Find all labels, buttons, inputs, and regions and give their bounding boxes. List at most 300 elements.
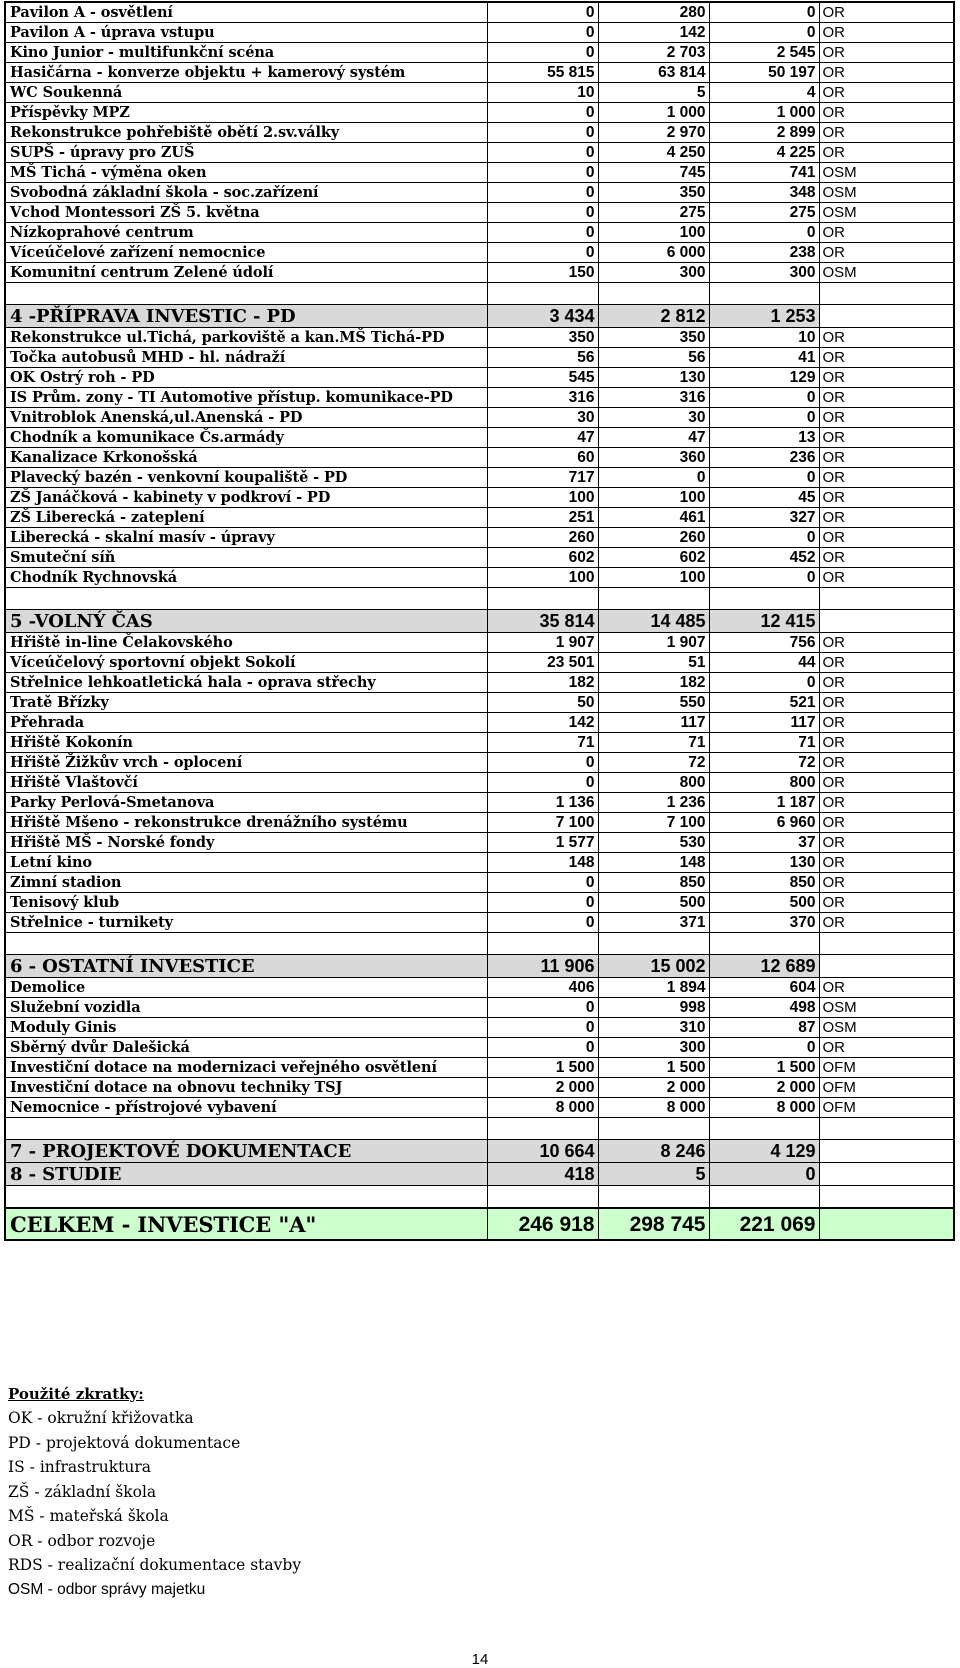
investment-table xyxy=(4,1,955,1241)
table-row xyxy=(5,733,954,753)
value-cell-3: 6 960 xyxy=(709,813,819,833)
value-cell-2: 360 xyxy=(598,448,709,468)
item-name-cell: Liberecká - skalní masív - úpravy xyxy=(5,528,487,548)
department-cell xyxy=(819,933,954,955)
value-cell-2 xyxy=(598,1118,709,1140)
value-cell-2: 100 xyxy=(598,488,709,508)
section-row xyxy=(5,1163,954,1186)
item-name-cell: Pavilon A - úprava vstupu xyxy=(5,23,487,43)
department-cell: OR xyxy=(819,653,954,673)
table-row xyxy=(5,183,954,203)
value-cell-1: 56 xyxy=(487,348,598,368)
item-name-cell: Služební vozidla xyxy=(5,998,487,1018)
item-name-cell: Parky Perlová-Smetanova xyxy=(5,793,487,813)
table-row xyxy=(5,103,954,123)
item-name-cell: Investiční dotace na obnovu techniky TSJ xyxy=(5,1078,487,1098)
item-name-cell: Pavilon A - osvětlení xyxy=(5,2,487,23)
value-cell-3: 238 xyxy=(709,243,819,263)
value-cell-2: 2 000 xyxy=(598,1078,709,1098)
value-cell-2: 316 xyxy=(598,388,709,408)
value-cell-1: 0 xyxy=(487,913,598,933)
value-cell-2: 371 xyxy=(598,913,709,933)
value-cell-2: 602 xyxy=(598,548,709,568)
value-cell-1: 251 xyxy=(487,508,598,528)
value-cell-3: 2 899 xyxy=(709,123,819,143)
department-cell xyxy=(819,610,954,633)
table-row xyxy=(5,328,954,348)
department-cell: OR xyxy=(819,408,954,428)
value-cell-2: 500 xyxy=(598,893,709,913)
item-name-cell: Chodník Rychnovská xyxy=(5,568,487,588)
table-row xyxy=(5,263,954,283)
value-cell-2: 15 002 xyxy=(598,955,709,978)
value-cell-2: 7 100 xyxy=(598,813,709,833)
table-row xyxy=(5,163,954,183)
value-cell-2 xyxy=(598,1186,709,1209)
table-row xyxy=(5,1058,954,1078)
value-cell-1: 60 xyxy=(487,448,598,468)
department-cell: OSM xyxy=(819,183,954,203)
department-cell xyxy=(819,1118,954,1140)
department-cell: OR xyxy=(819,913,954,933)
table-row xyxy=(5,833,954,853)
department-cell: OR xyxy=(819,428,954,448)
value-cell-3: 1 187 xyxy=(709,793,819,813)
value-cell-1: 10 xyxy=(487,83,598,103)
table-row xyxy=(5,998,954,1018)
value-cell-1: 316 xyxy=(487,388,598,408)
value-cell-1: 545 xyxy=(487,368,598,388)
value-cell-1 xyxy=(487,933,598,955)
section-row xyxy=(5,610,954,633)
department-cell: OR xyxy=(819,63,954,83)
value-cell-2: 14 485 xyxy=(598,610,709,633)
item-name-cell: Tenisový klub xyxy=(5,893,487,913)
department-cell: OFM xyxy=(819,1098,954,1118)
value-cell-3: 72 xyxy=(709,753,819,773)
value-cell-3: 71 xyxy=(709,733,819,753)
value-cell-3: 0 xyxy=(709,1163,819,1186)
department-cell: OR xyxy=(819,833,954,853)
table-row xyxy=(5,243,954,263)
value-cell-3: 2 545 xyxy=(709,43,819,63)
value-cell-1: 55 815 xyxy=(487,63,598,83)
table-row xyxy=(5,893,954,913)
value-cell-2: 850 xyxy=(598,873,709,893)
table-row xyxy=(5,368,954,388)
table-row xyxy=(5,653,954,673)
value-cell-1: 0 xyxy=(487,163,598,183)
table-row xyxy=(5,448,954,468)
value-cell-3: 1 500 xyxy=(709,1058,819,1078)
item-name-cell xyxy=(5,1118,487,1140)
value-cell-3: 756 xyxy=(709,633,819,653)
value-cell-1: 0 xyxy=(487,103,598,123)
legend-item: ZŠ - základní škola xyxy=(8,1482,157,1501)
value-cell-2: 1 000 xyxy=(598,103,709,123)
value-cell-1: 11 906 xyxy=(487,955,598,978)
value-cell-2: 310 xyxy=(598,1018,709,1038)
item-name-cell: Sběrný dvůr Dalešická xyxy=(5,1038,487,1058)
value-cell-2: 800 xyxy=(598,773,709,793)
item-name-cell xyxy=(5,1186,487,1209)
value-cell-1: 1 500 xyxy=(487,1058,598,1078)
department-cell: OR xyxy=(819,368,954,388)
item-name-cell: OK Ostrý roh - PD xyxy=(5,368,487,388)
item-name-cell: Investiční dotace na modernizaci veřejného osvětlení xyxy=(5,1058,487,1078)
table-row xyxy=(5,123,954,143)
value-cell-2: 8 000 xyxy=(598,1098,709,1118)
value-cell-2: 300 xyxy=(598,263,709,283)
department-cell: OSM xyxy=(819,263,954,283)
department-cell: OR xyxy=(819,143,954,163)
legend-item: PD - projektová dokumentace xyxy=(8,1433,241,1452)
legend-item: RDS - realizační dokumentace stavby xyxy=(8,1556,302,1574)
item-name-cell: Vnitroblok Anenská,ul.Anenská - PD xyxy=(5,408,487,428)
value-cell-2: 280 xyxy=(598,2,709,23)
table-row xyxy=(5,488,954,508)
item-name-cell: Střelnice - turnikety xyxy=(5,913,487,933)
legend-item: OR - odbor rozvoje xyxy=(8,1531,156,1550)
item-name-cell: Nemocnice - přístrojové vybavení xyxy=(5,1098,487,1118)
value-cell-2: 300 xyxy=(598,1038,709,1058)
value-cell-2: 148 xyxy=(598,853,709,873)
item-name-cell: Kino Junior - multifunkční scéna xyxy=(5,43,487,63)
table-row xyxy=(5,43,954,63)
spacer-row xyxy=(5,933,954,955)
value-cell-1: 100 xyxy=(487,568,598,588)
value-cell-2: 1 894 xyxy=(598,978,709,998)
value-cell-2: 461 xyxy=(598,508,709,528)
item-name-cell: Hřiště Mšeno - rekonstrukce drenážního systému xyxy=(5,813,487,833)
department-cell: OR xyxy=(819,733,954,753)
department-cell: OR xyxy=(819,548,954,568)
value-cell-1: 0 xyxy=(487,243,598,263)
value-cell-1 xyxy=(487,588,598,610)
value-cell-2: 72 xyxy=(598,753,709,773)
value-cell-2: 182 xyxy=(598,673,709,693)
value-cell-2: 260 xyxy=(598,528,709,548)
table-row xyxy=(5,528,954,548)
value-cell-2: 1 500 xyxy=(598,1058,709,1078)
value-cell-2: 550 xyxy=(598,693,709,713)
value-cell-2: 5 xyxy=(598,1163,709,1186)
item-name-cell: Přehrada xyxy=(5,713,487,733)
value-cell-2: 2 812 xyxy=(598,305,709,328)
value-cell-3: 50 197 xyxy=(709,63,819,83)
legend-title: Použité zkratky: xyxy=(8,1385,144,1403)
item-name-cell: SUPŠ - úpravy pro ZUŠ xyxy=(5,143,487,163)
department-cell: OR xyxy=(819,83,954,103)
department-cell: OR xyxy=(819,23,954,43)
item-name-cell: Hasičárna - konverze objektu + kamerový systém xyxy=(5,63,487,83)
table-row xyxy=(5,1038,954,1058)
department-cell xyxy=(819,1208,954,1240)
value-cell-2: 530 xyxy=(598,833,709,853)
item-name-cell: Plavecký bazén - venkovní koupaliště - PD xyxy=(5,468,487,488)
value-cell-1: 10 664 xyxy=(487,1140,598,1163)
value-cell-2: 4 250 xyxy=(598,143,709,163)
value-cell-3: 0 xyxy=(709,468,819,488)
value-cell-1: 0 xyxy=(487,1018,598,1038)
section-row xyxy=(5,305,954,328)
department-cell: OSM xyxy=(819,998,954,1018)
item-name-cell: MŠ Tichá - výměna oken xyxy=(5,163,487,183)
item-name-cell: Chodník a komunikace Čs.armády xyxy=(5,428,487,448)
value-cell-3: 0 xyxy=(709,223,819,243)
value-cell-3: 12 415 xyxy=(709,610,819,633)
value-cell-1: 2 000 xyxy=(487,1078,598,1098)
item-name-cell: 6 - OSTATNÍ INVESTICE xyxy=(5,955,487,978)
table-row xyxy=(5,348,954,368)
value-cell-3: 0 xyxy=(709,2,819,23)
value-cell-3: 0 xyxy=(709,23,819,43)
table-row xyxy=(5,203,954,223)
department-cell: OR xyxy=(819,243,954,263)
item-name-cell: Komunitní centrum Zelené údolí xyxy=(5,263,487,283)
department-cell: OR xyxy=(819,43,954,63)
department-cell: OR xyxy=(819,223,954,243)
value-cell-1: 0 xyxy=(487,183,598,203)
value-cell-3: 10 xyxy=(709,328,819,348)
legend-item: MŠ - mateřská škola xyxy=(8,1507,169,1525)
value-cell-3: 370 xyxy=(709,913,819,933)
value-cell-1: 47 xyxy=(487,428,598,448)
value-cell-1: 23 501 xyxy=(487,653,598,673)
value-cell-3: 1 000 xyxy=(709,103,819,123)
table-row xyxy=(5,713,954,733)
value-cell-1: 0 xyxy=(487,773,598,793)
value-cell-3: 4 129 xyxy=(709,1140,819,1163)
value-cell-2: 51 xyxy=(598,653,709,673)
table-row xyxy=(5,428,954,448)
value-cell-2: 350 xyxy=(598,183,709,203)
item-name-cell: Hřiště Vlaštovčí xyxy=(5,773,487,793)
table-row xyxy=(5,223,954,243)
value-cell-3: 0 xyxy=(709,673,819,693)
value-cell-1: 602 xyxy=(487,548,598,568)
value-cell-2: 298 745 xyxy=(598,1208,709,1240)
department-cell: OR xyxy=(819,448,954,468)
value-cell-3: 741 xyxy=(709,163,819,183)
item-name-cell: Víceúčelové zařízení nemocnice xyxy=(5,243,487,263)
value-cell-1: 350 xyxy=(487,328,598,348)
value-cell-2: 142 xyxy=(598,23,709,43)
value-cell-2: 100 xyxy=(598,223,709,243)
table-row xyxy=(5,143,954,163)
table-row xyxy=(5,63,954,83)
value-cell-3: 850 xyxy=(709,873,819,893)
item-name-cell: Nízkoprahové centrum xyxy=(5,223,487,243)
value-cell-3 xyxy=(709,283,819,305)
value-cell-2: 2 970 xyxy=(598,123,709,143)
item-name-cell: Letní kino xyxy=(5,853,487,873)
item-name-cell: CELKEM - INVESTICE "A" xyxy=(5,1208,487,1240)
department-cell xyxy=(819,305,954,328)
spacer-row xyxy=(5,1186,954,1209)
department-cell: OR xyxy=(819,853,954,873)
value-cell-3: 0 xyxy=(709,568,819,588)
value-cell-2: 63 814 xyxy=(598,63,709,83)
value-cell-1: 35 814 xyxy=(487,610,598,633)
department-cell: OR xyxy=(819,753,954,773)
table-row xyxy=(5,793,954,813)
value-cell-3: 236 xyxy=(709,448,819,468)
legend-item: OSM - odbor správy majetku xyxy=(8,1580,206,1598)
item-name-cell: Smuteční síň xyxy=(5,548,487,568)
item-name-cell: Moduly Ginis xyxy=(5,1018,487,1038)
item-name-cell: Hřiště in-line Čelakovského xyxy=(5,633,487,653)
item-name-cell xyxy=(5,588,487,610)
value-cell-2: 350 xyxy=(598,328,709,348)
value-cell-3: 0 xyxy=(709,408,819,428)
value-cell-3: 117 xyxy=(709,713,819,733)
value-cell-3: 604 xyxy=(709,978,819,998)
item-name-cell xyxy=(5,933,487,955)
department-cell: OR xyxy=(819,1038,954,1058)
value-cell-3: 87 xyxy=(709,1018,819,1038)
value-cell-3: 452 xyxy=(709,548,819,568)
table-row xyxy=(5,873,954,893)
table-row xyxy=(5,913,954,933)
value-cell-2 xyxy=(598,588,709,610)
department-cell xyxy=(819,1186,954,1209)
department-cell: OR xyxy=(819,488,954,508)
department-cell: OR xyxy=(819,388,954,408)
value-cell-3: 44 xyxy=(709,653,819,673)
department-cell: OR xyxy=(819,813,954,833)
value-cell-1: 30 xyxy=(487,408,598,428)
department-cell: OR xyxy=(819,633,954,653)
item-name-cell: 5 -VOLNÝ ČAS xyxy=(5,610,487,633)
value-cell-2: 8 246 xyxy=(598,1140,709,1163)
table-row xyxy=(5,83,954,103)
value-cell-2: 998 xyxy=(598,998,709,1018)
item-name-cell: Hřiště MŠ - Norské fondy xyxy=(5,833,487,853)
abbreviations-legend xyxy=(8,1385,301,1603)
item-name-cell: Svobodná základní škola - soc.zařízení xyxy=(5,183,487,203)
value-cell-3: 498 xyxy=(709,998,819,1018)
department-cell: OR xyxy=(819,468,954,488)
department-cell: OR xyxy=(819,893,954,913)
value-cell-2: 30 xyxy=(598,408,709,428)
value-cell-2: 47 xyxy=(598,428,709,448)
department-cell xyxy=(819,1140,954,1163)
department-cell: OR xyxy=(819,103,954,123)
value-cell-3: 0 xyxy=(709,1038,819,1058)
value-cell-2: 1 907 xyxy=(598,633,709,653)
value-cell-1: 7 100 xyxy=(487,813,598,833)
department-cell: OSM xyxy=(819,163,954,183)
value-cell-2 xyxy=(598,283,709,305)
value-cell-3 xyxy=(709,1186,819,1209)
spacer-row xyxy=(5,588,954,610)
value-cell-1 xyxy=(487,1118,598,1140)
department-cell: OR xyxy=(819,793,954,813)
value-cell-3: 2 000 xyxy=(709,1078,819,1098)
value-cell-1: 0 xyxy=(487,753,598,773)
table-row xyxy=(5,568,954,588)
investment-table-body xyxy=(5,2,954,1240)
table-row xyxy=(5,468,954,488)
value-cell-1: 0 xyxy=(487,223,598,243)
department-cell: OR xyxy=(819,713,954,733)
table-row xyxy=(5,23,954,43)
value-cell-3: 275 xyxy=(709,203,819,223)
value-cell-3: 41 xyxy=(709,348,819,368)
item-name-cell: ZŠ Liberecká - zateplení xyxy=(5,508,487,528)
value-cell-3: 0 xyxy=(709,528,819,548)
item-name-cell xyxy=(5,283,487,305)
value-cell-3: 4 225 xyxy=(709,143,819,163)
value-cell-3: 300 xyxy=(709,263,819,283)
item-name-cell: ZŠ Janáčková - kabinety v podkroví - PD xyxy=(5,488,487,508)
value-cell-2 xyxy=(598,933,709,955)
value-cell-1: 0 xyxy=(487,893,598,913)
spacer-row xyxy=(5,283,954,305)
value-cell-1: 142 xyxy=(487,713,598,733)
table-row xyxy=(5,753,954,773)
item-name-cell: Točka autobusů MHD - hl. nádraží xyxy=(5,348,487,368)
department-cell: OR xyxy=(819,978,954,998)
value-cell-1: 3 434 xyxy=(487,305,598,328)
department-cell xyxy=(819,283,954,305)
table-row xyxy=(5,1018,954,1038)
table-row xyxy=(5,813,954,833)
item-name-cell: Rekonstrukce ul.Tichá, parkoviště a kan.MŠ Tichá-PD xyxy=(5,328,487,348)
value-cell-3 xyxy=(709,588,819,610)
value-cell-1: 71 xyxy=(487,733,598,753)
value-cell-1: 246 918 xyxy=(487,1208,598,1240)
value-cell-2: 745 xyxy=(598,163,709,183)
item-name-cell: Víceúčelový sportovní objekt Sokolí xyxy=(5,653,487,673)
value-cell-3: 1 253 xyxy=(709,305,819,328)
department-cell: OR xyxy=(819,508,954,528)
value-cell-2: 130 xyxy=(598,368,709,388)
value-cell-3: 800 xyxy=(709,773,819,793)
value-cell-2: 6 000 xyxy=(598,243,709,263)
value-cell-3: 327 xyxy=(709,508,819,528)
section-row xyxy=(5,1140,954,1163)
value-cell-3: 348 xyxy=(709,183,819,203)
value-cell-1 xyxy=(487,1186,598,1209)
department-cell: OFM xyxy=(819,1058,954,1078)
department-cell: OSM xyxy=(819,1018,954,1038)
value-cell-1: 148 xyxy=(487,853,598,873)
department-cell: OR xyxy=(819,328,954,348)
value-cell-3: 45 xyxy=(709,488,819,508)
value-cell-3: 13 xyxy=(709,428,819,448)
value-cell-1: 0 xyxy=(487,1038,598,1058)
department-cell: OR xyxy=(819,873,954,893)
value-cell-3: 12 689 xyxy=(709,955,819,978)
value-cell-1: 1 577 xyxy=(487,833,598,853)
table-row xyxy=(5,2,954,23)
item-name-cell: IS Prům. zony - TI Automotive přístup. komunikace-PD xyxy=(5,388,487,408)
value-cell-1: 717 xyxy=(487,468,598,488)
value-cell-3: 37 xyxy=(709,833,819,853)
table-row xyxy=(5,673,954,693)
department-cell: OR xyxy=(819,773,954,793)
value-cell-1: 1 136 xyxy=(487,793,598,813)
value-cell-3: 500 xyxy=(709,893,819,913)
department-cell: OR xyxy=(819,2,954,23)
value-cell-1: 150 xyxy=(487,263,598,283)
value-cell-1 xyxy=(487,283,598,305)
value-cell-3: 0 xyxy=(709,388,819,408)
value-cell-3: 521 xyxy=(709,693,819,713)
item-name-cell: Střelnice lehkoatletická hala - oprava střechy xyxy=(5,673,487,693)
